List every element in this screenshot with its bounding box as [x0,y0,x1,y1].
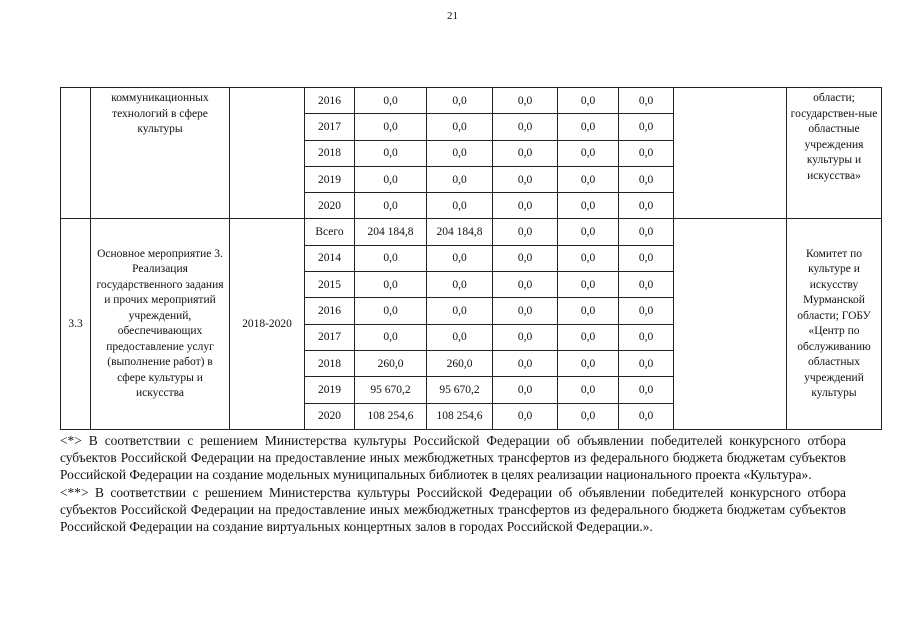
table-row [61,88,882,114]
value-cell: 0,0 [558,245,619,271]
value-cell: 108 254,6 [427,403,493,429]
value-cell: 0,0 [493,114,558,140]
value-cell: 0,0 [427,324,493,350]
year-cell: 2019 [305,377,355,403]
value-cell: 0,0 [558,166,619,192]
footnote-2: <**> В соответствии с решением Министерства культуры Российской Федерации об объявлении победителей конкурсного отбора субъектов Российской Федерации на предоставление иных межбюджетных трансфертов из федерального бюджета бюджетам субъектов Российской Федерации на создание виртуальных концертных залов в городах Российской Федерации.». [60,484,846,535]
item-number-cell: 3.3 [61,219,91,429]
value-cell: 260,0 [427,350,493,376]
empty-cell [674,88,787,219]
value-cell: 0,0 [619,114,674,140]
value-cell: 95 670,2 [355,377,427,403]
value-cell: 0,0 [355,88,427,114]
value-cell: 0,0 [355,114,427,140]
value-cell: 0,0 [493,193,558,219]
value-cell: 0,0 [619,245,674,271]
value-cell: 0,0 [619,219,674,245]
value-cell: 0,0 [619,403,674,429]
value-cell: 0,0 [619,88,674,114]
value-cell: 0,0 [558,298,619,324]
value-cell: 108 254,6 [355,403,427,429]
year-cell: 2017 [305,114,355,140]
value-cell: 0,0 [427,193,493,219]
value-cell: 0,0 [355,193,427,219]
value-cell: 0,0 [619,272,674,298]
year-cell: 2018 [305,350,355,376]
value-cell: 0,0 [619,193,674,219]
value-cell: 0,0 [355,245,427,271]
value-cell: 0,0 [558,324,619,350]
year-cell: 2019 [305,166,355,192]
year-cell: 2020 [305,193,355,219]
value-cell: 0,0 [493,166,558,192]
value-cell: 0,0 [427,114,493,140]
executor-cell: области; государствен-ные областные учреждения культуры и искусства» [787,88,882,219]
value-cell: 0,0 [427,88,493,114]
year-cell: 2018 [305,140,355,166]
footnote-1: <*> В соответствии с решением Министерства культуры Российской Федерации об объявлении победителей конкурсного отбора субъектов Российской Федерации на предоставление иных межбюджетных трансфертов из федерального бюджета бюджетам субъектов Российской Федерации на создание модельных муниципальных библиотек в целях реализации национального проекта «Культура». [60,433,846,483]
footnotes [60,432,846,535]
value-cell: 204 184,8 [355,219,427,245]
year-cell: 2014 [305,245,355,271]
page-number: 21 [447,10,458,22]
value-cell: 0,0 [493,245,558,271]
value-cell: 0,0 [493,272,558,298]
item-period-cell [230,88,305,219]
value-cell: 95 670,2 [427,377,493,403]
value-cell: 0,0 [493,140,558,166]
item-name-cell: Основное мероприятие 3. Реализация государственного задания и прочих мероприятий учреждений, обеспечивающих предоставление услуг (выполнение работ) в сфере культуры и искусства [91,219,230,429]
budget-table [60,87,882,430]
value-cell: 0,0 [558,350,619,376]
value-cell: 0,0 [619,298,674,324]
value-cell: 0,0 [355,272,427,298]
value-cell: 0,0 [558,377,619,403]
executor-cell: Комитет по культуре и искусству Мурманской области; ГОБУ «Центр по обслуживанию областных учреждений культуры [787,219,882,429]
year-cell: 2016 [305,88,355,114]
value-cell: 0,0 [619,166,674,192]
value-cell: 0,0 [427,140,493,166]
value-cell: 0,0 [427,245,493,271]
value-cell: 0,0 [427,298,493,324]
value-cell: 204 184,8 [427,219,493,245]
value-cell: 0,0 [619,324,674,350]
value-cell: 0,0 [493,219,558,245]
value-cell: 0,0 [493,350,558,376]
value-cell: 0,0 [493,324,558,350]
value-cell: 0,0 [493,298,558,324]
table-row [61,219,882,245]
empty-cell [674,219,787,429]
value-cell: 0,0 [493,88,558,114]
value-cell: 0,0 [558,140,619,166]
value-cell: 0,0 [558,272,619,298]
year-cell: 2017 [305,324,355,350]
item-number-cell [61,88,91,219]
value-cell: 0,0 [427,272,493,298]
year-cell: Всего [305,219,355,245]
value-cell: 0,0 [558,193,619,219]
value-cell: 0,0 [427,166,493,192]
value-cell: 0,0 [493,403,558,429]
year-cell: 2016 [305,298,355,324]
value-cell: 0,0 [558,88,619,114]
item-period-cell: 2018-2020 [230,219,305,429]
value-cell: 0,0 [619,377,674,403]
value-cell: 0,0 [558,219,619,245]
item-name-cell: коммуникационных технологий в сфере культуры [91,88,230,219]
value-cell: 0,0 [355,140,427,166]
value-cell: 0,0 [355,298,427,324]
value-cell: 0,0 [493,377,558,403]
year-cell: 2015 [305,272,355,298]
value-cell: 0,0 [355,324,427,350]
value-cell: 0,0 [558,114,619,140]
value-cell: 0,0 [619,350,674,376]
value-cell: 0,0 [619,140,674,166]
value-cell: 0,0 [558,403,619,429]
year-cell: 2020 [305,403,355,429]
value-cell: 260,0 [355,350,427,376]
value-cell: 0,0 [355,166,427,192]
